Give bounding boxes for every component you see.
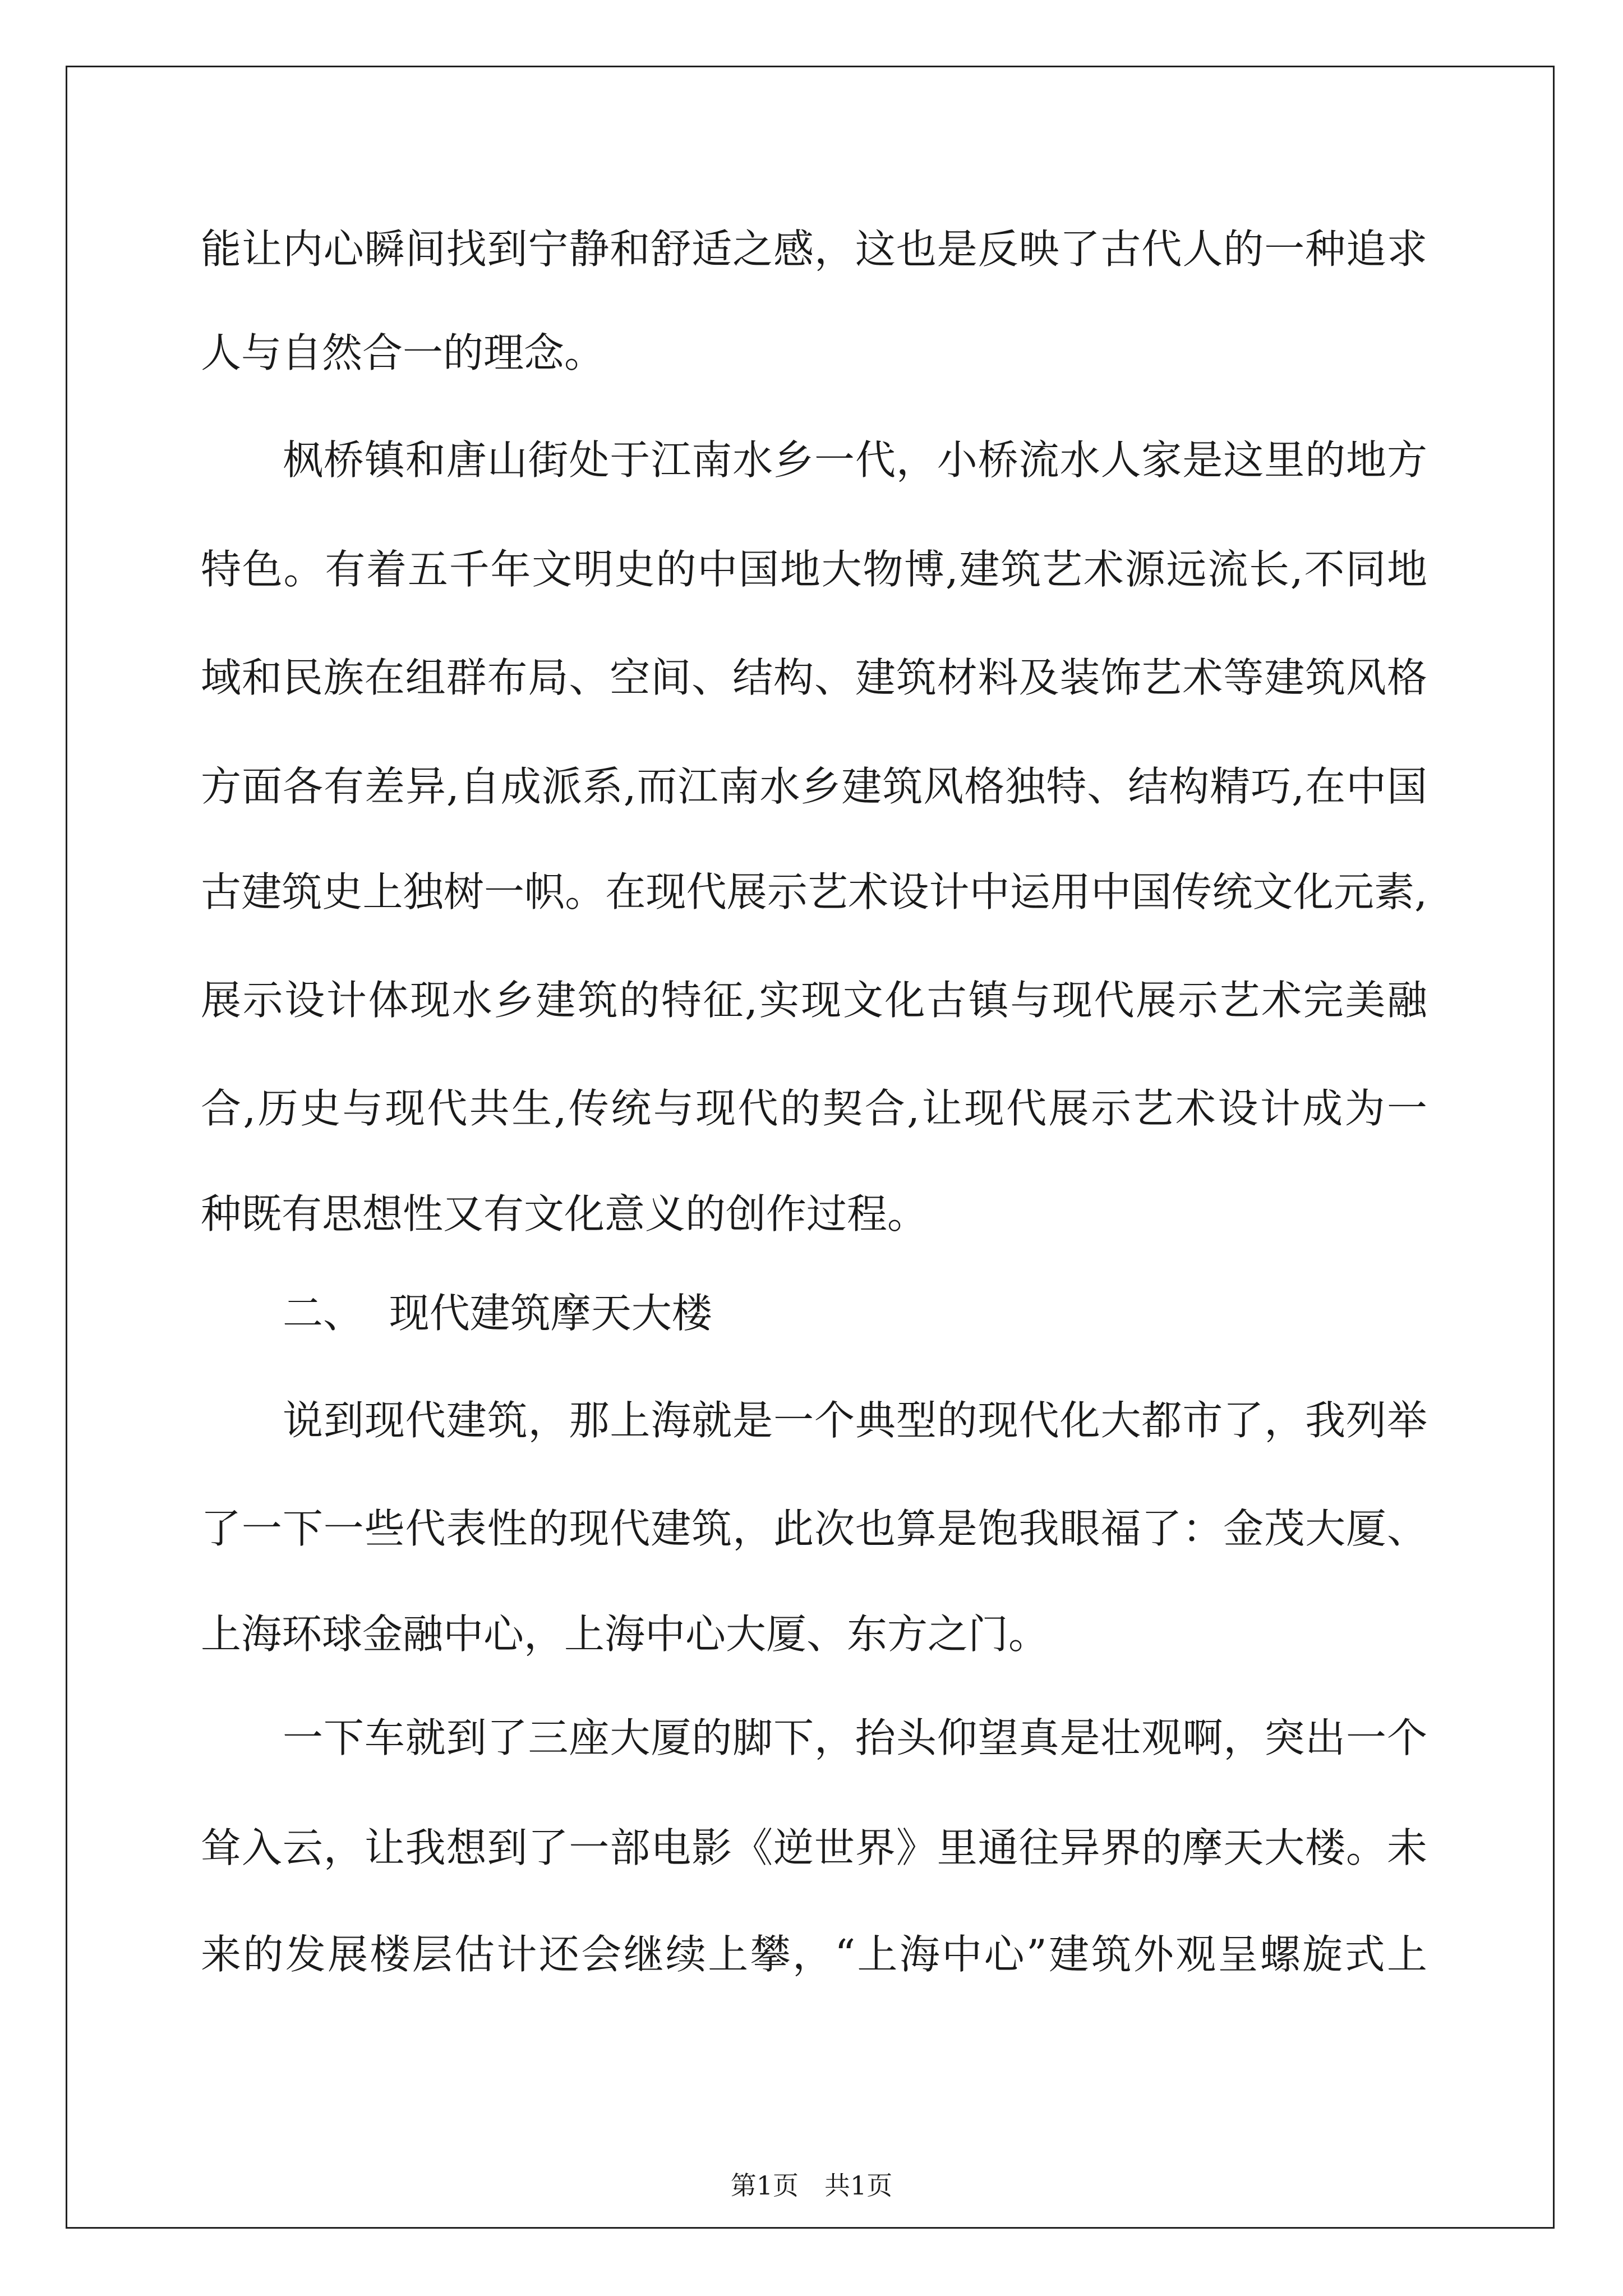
body-text-line: 域和民族在组群布局、空间、结构、建筑材料及装饰艺术等建筑风格	[201, 654, 1427, 701]
body-text-line: 耸入云，让我想到了一部电影《逆世界》里通往异界的摩天大楼。未	[201, 1824, 1427, 1871]
body-text-line: 种既有思想性又有文化意义的创作过程。	[201, 1190, 928, 1237]
body-text-line: 合,历史与现代共生,传统与现代的契合,让现代展示艺术设计成为一	[201, 1085, 1427, 1132]
body-text-line: 展示设计体现水乡建筑的特征,实现文化古镇与现代展示艺术完美融	[201, 977, 1427, 1024]
body-text-line: 了一下一些代表性的现代建筑，此次也算是饱我眼福了：金茂大厦、	[201, 1505, 1427, 1552]
body-text-line: 来的发展楼层估计还会继续上攀，“上海中心”建筑外观呈螺旋式上	[201, 1931, 1427, 1978]
body-text-line: 人与自然合一的理念。	[201, 329, 605, 376]
body-text-line: 特色。有着五千年文明史的中国地大物博,建筑艺术源远流长,不同地	[201, 546, 1427, 593]
page-border	[66, 66, 1555, 2229]
page-number-footer: 第1页 共1页	[730, 2170, 893, 2201]
body-text-line: 枫桥镇和唐山街处于江南水乡一代，小桥流水人家是这里的地方	[283, 436, 1427, 484]
section-heading: 二、 现代建筑摩天大楼	[283, 1290, 712, 1337]
body-text-line: 方面各有差异,自成派系,而江南水乡建筑风格独特、结构精巧,在中国	[201, 763, 1427, 810]
body-text-line: 上海环球金融中心，上海中心大厦、东方之门。	[201, 1611, 1049, 1658]
body-text-line: 一下车就到了三座大厦的脚下，抬头仰望真是壮观啊，突出一个	[283, 1714, 1427, 1761]
body-text-line: 能让内心瞬间找到宁静和舒适之感，这也是反映了古代人的一种追求	[201, 226, 1427, 273]
body-text-line: 古建筑史上独树一帜。在现代展示艺术设计中运用中国传统文化元素,	[201, 868, 1427, 915]
body-text-line: 说到现代建筑，那上海就是一个典型的现代化大都市了，我列举	[283, 1397, 1427, 1444]
